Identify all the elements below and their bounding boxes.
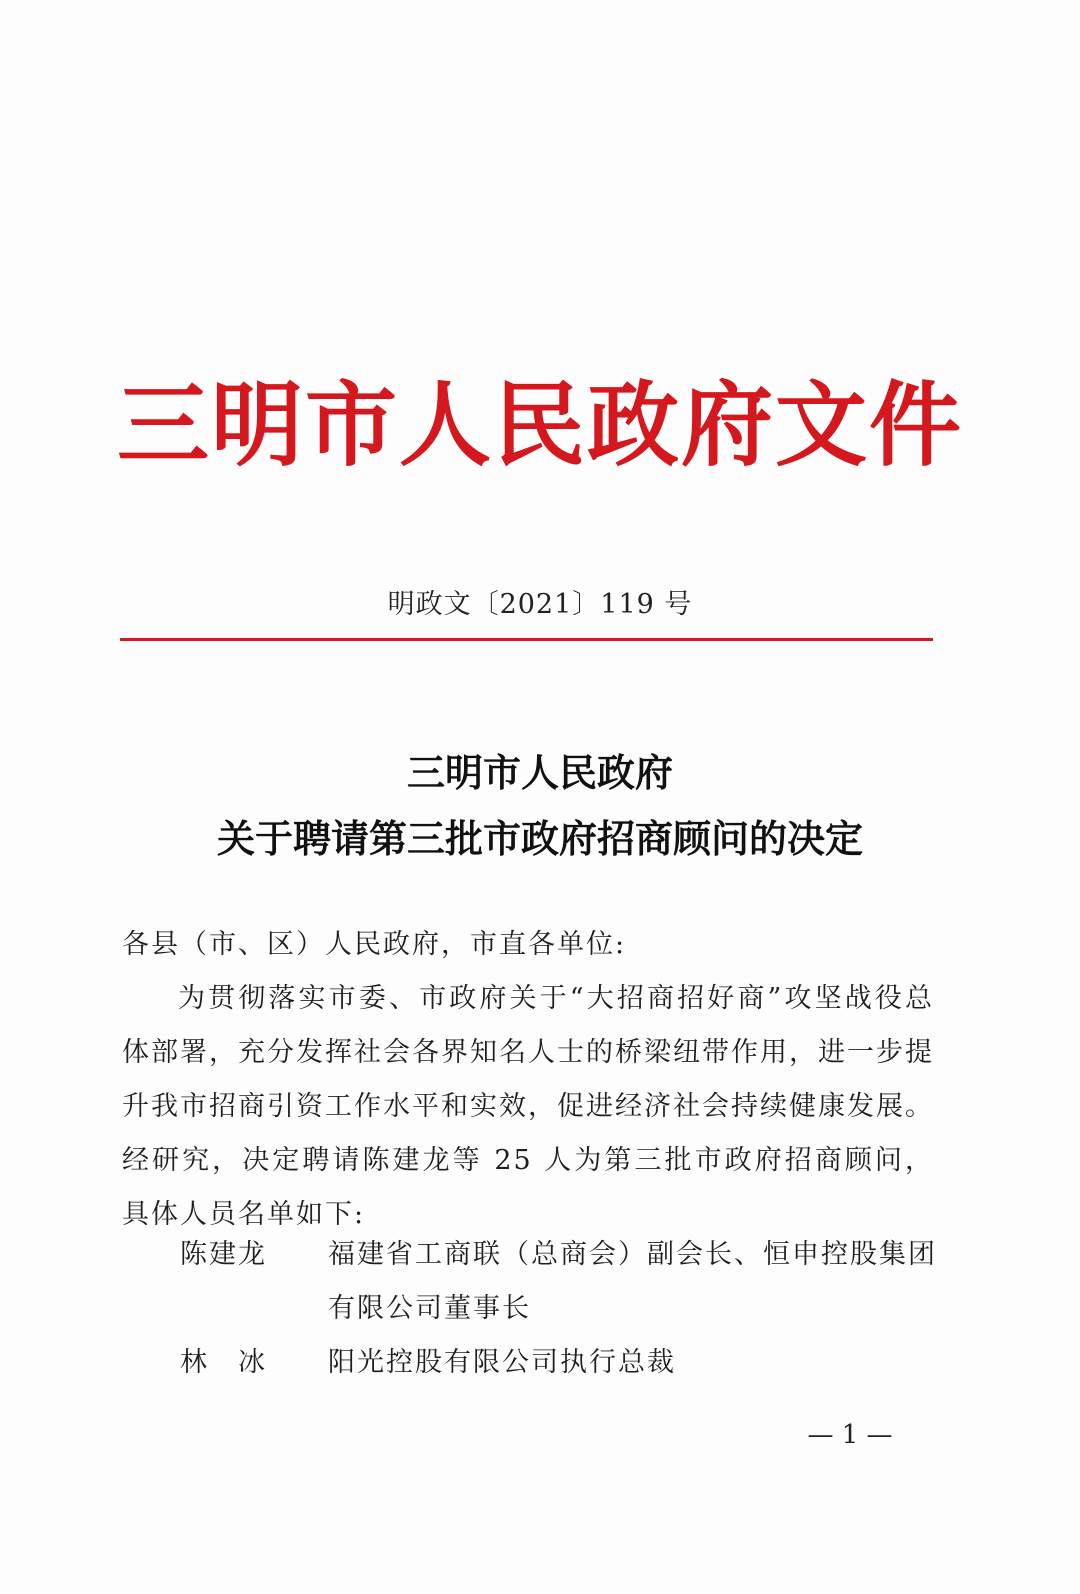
person-title: 阳光控股有限公司执行总裁 <box>328 1347 676 1378</box>
document-title-line-1: 三明市人民政府 <box>406 750 673 795</box>
person-name: 陈建龙 <box>180 1239 267 1270</box>
person-name: 林 冰 <box>180 1347 267 1378</box>
people-list <box>180 1228 940 1390</box>
person-title: 福建省工商联（总商会）副会长、恒申控股集团有限公司董事长 <box>328 1239 937 1324</box>
red-divider-line <box>120 638 933 641</box>
body-paragraph: 为贯彻落实市委、市政府关于“大招商招好商”攻坚战役总体部署，充分发挥社会各界知名人士的桥梁纽带作用，进一步提升我市招商引资工作水平和实效，促进经济社会持续健康发展。经研究，决定聘请陈建龙等 25 人为第三批市政府招商顾问，具体人员名单如下: <box>122 983 934 1230</box>
person-entry <box>180 1336 940 1390</box>
document-title-line-2: 关于聘请第三批市政府招商顾问的决定 <box>216 816 863 861</box>
person-entry <box>180 1228 940 1336</box>
document-number: 明政文〔2021〕119 号 <box>387 589 693 620</box>
addressee: 各县（市、区）人民政府，市直各单位: <box>122 929 627 960</box>
page-number: — 1 — <box>807 1420 893 1450</box>
issuer-heading: 三明市人民政府文件 <box>116 371 963 479</box>
